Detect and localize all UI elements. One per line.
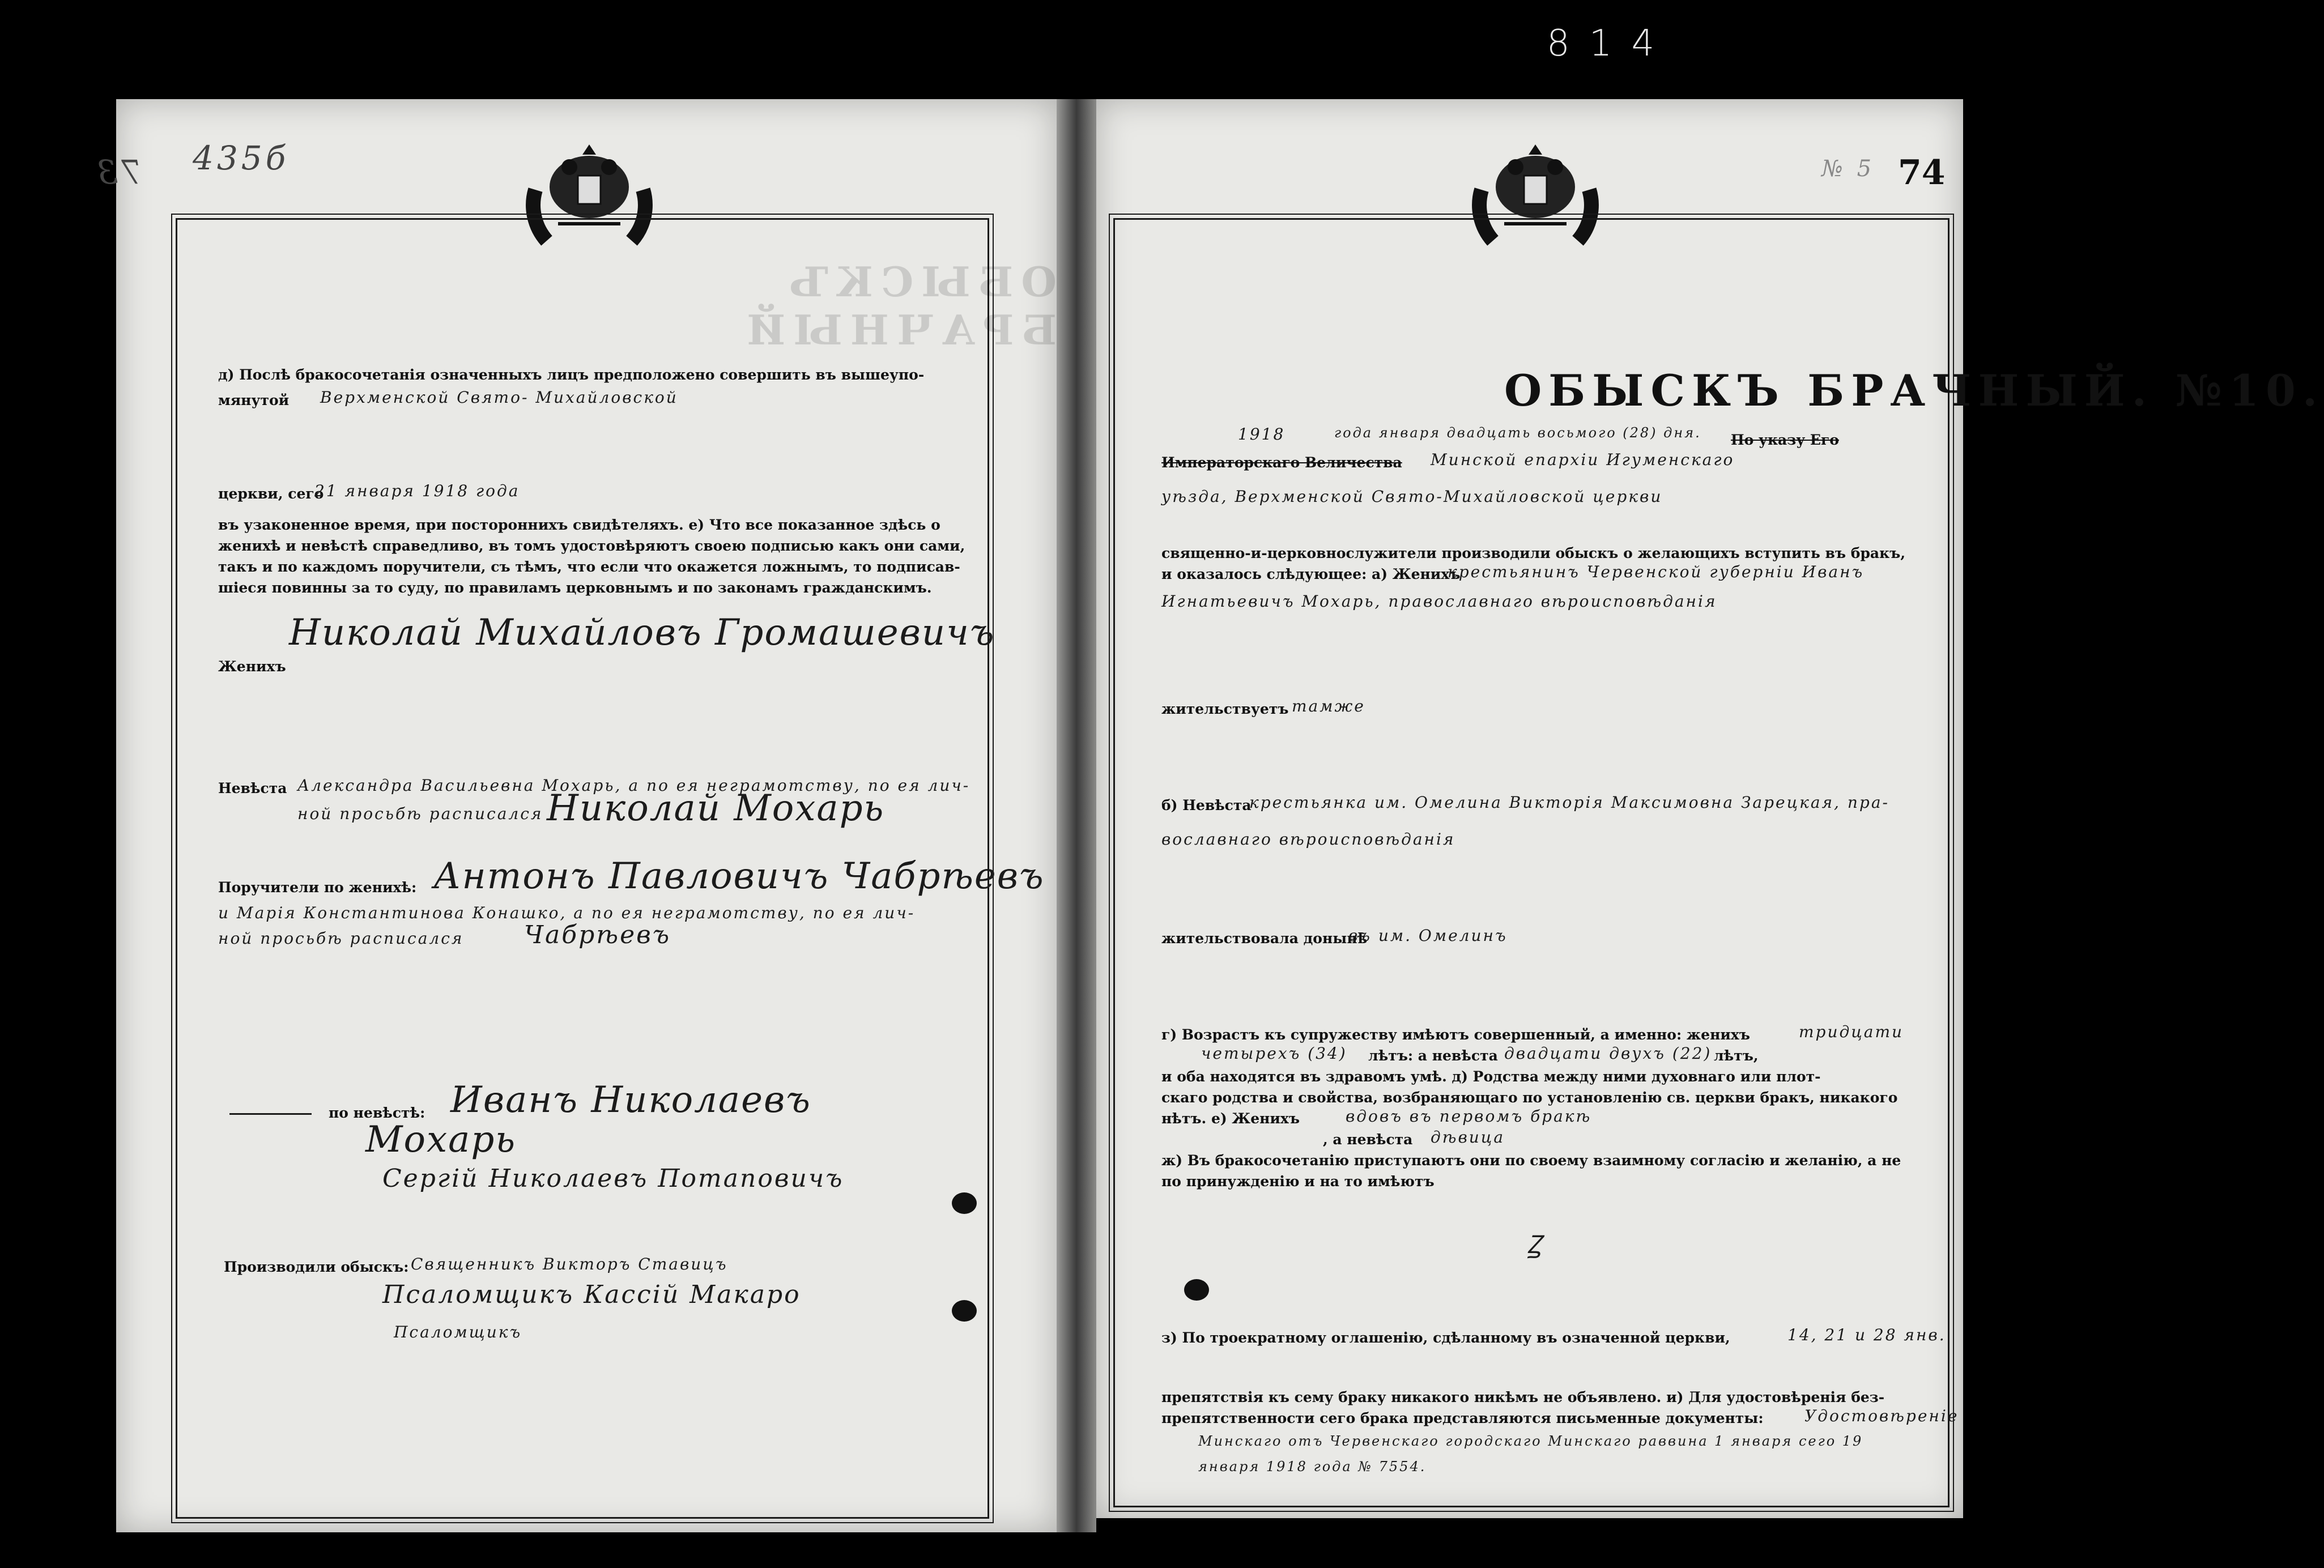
banns-dates-handwritten: 14, 21 и 28 янв. (1787, 1326, 1946, 1344)
health-line: и оба находятся въ здравомъ умѣ. д) Родства между ними духовнаго или плот- (1161, 1068, 1821, 1085)
groom-residence-handwritten: тамже (1292, 697, 1365, 715)
church-handwritten: уѣзда, Верхменской Свято-Михайловской церкви (1161, 487, 1663, 506)
bride-guarantor-signature: Иванъ Николаевъ (450, 1079, 811, 1121)
age-line2-end: лѣтъ, (1714, 1047, 1759, 1064)
groom-guarantor2-signature: Чабрѣевъ (524, 921, 671, 949)
documents-handwritten3: января 1918 года № 7554. (1198, 1459, 1427, 1475)
bride-proxy-note: Александра Васильевна Мохарь, а по ея неграмотству, по ея лич- (297, 776, 971, 795)
pencil-mark: № 5 (1821, 156, 1875, 182)
bride-status-handwritten: дѣвица (1431, 1128, 1505, 1147)
mirrored-page-number: 73 (93, 153, 142, 191)
bride-residence-handwritten: въ им. Омелинъ (1348, 926, 1508, 945)
year-handwritten: 1918 (1238, 425, 1286, 444)
left-page (93, 99, 1057, 1532)
pencil-archive-number: 435б (193, 139, 290, 177)
psalmist-signature: Псаломщикъ Кассій Макаро (382, 1280, 801, 1309)
banns-line2: препятствія къ сему браку никакого никѣмъ не объявлено. и) Для удостовѣренія без- (1161, 1389, 1885, 1405)
document-title: ОБЫСКЪ БРАЧНЫЙ. №10. (1504, 365, 2324, 416)
struck-text: Императорскаго Величества (1161, 454, 1402, 471)
clause-e-line2: женихѣ и невѣстѣ справедливо, въ томъ удостовѣряютъ своею подписью какъ они сами, (218, 538, 965, 554)
psalmist2-signature: Псаломщикъ (394, 1323, 522, 1341)
bride-guarantors-label: по невѣстѣ: (329, 1105, 425, 1121)
scan-number: 814 (1547, 23, 1674, 65)
groom-origin-handwritten: крестьянинъ Червенской губерніи Иванъ (1448, 563, 1865, 581)
diocese-handwritten: Минской епархіи Игуменскаго (1431, 450, 1735, 469)
groom-age2-handwritten: четырехъ (34) (1201, 1044, 1347, 1063)
clause-e-line3: такъ и по каждомъ поручители, съ тѣмъ, что если что окажется ложнымъ, то подписав- (218, 559, 960, 575)
kinship-line: скаго родства и свойства, возбраняющаго по установленію св. церкви бракъ, никакого (1161, 1089, 1898, 1106)
bride-proxy-note2: ной просьбѣ расписался (297, 804, 543, 823)
consent-line2: по принужденію и на то имѣютъ (1161, 1173, 1435, 1190)
groom-intro-print: и оказалось слѣдующее: а) Женихъ (1161, 566, 1461, 582)
bride-guarantor-signature-surname: Мохарь (365, 1119, 517, 1161)
search-intro-line: священно-и-церковнослужители производили обыскъ о желающихъ вступить въ бракъ, (1161, 545, 1906, 561)
bride-faith-handwritten: вославнаго вѣроисповѣданія (1161, 830, 1455, 849)
groom-residence-print: жительствуетъ (1161, 701, 1289, 717)
ink-blot (952, 1300, 977, 1322)
bride-residence-print: жительствовала донынѣ (1161, 930, 1368, 947)
documents-print: препятственности сего брака представляются письменные документы: (1161, 1410, 1764, 1426)
bride-name-handwritten: крестьянка им. Омелина Викторія Максимовна Зарецкая, пра- (1249, 793, 1889, 812)
groom-signature: Николай Михайловъ Громашевичъ (289, 612, 995, 654)
church-name-handwritten: Верхменской Свято- Михайловской (320, 388, 678, 407)
clause-e-line1: въ узаконенное время, при постороннихъ свидѣтеляхъ. е) Что все показанное здѣсь о (218, 517, 940, 533)
groom-guarantor2-note: и Марія Константинова Конашко, а по ея неграмотству, по ея лич- (218, 904, 916, 922)
clause-d-line3: церкви, сего (218, 485, 324, 502)
clause-d-line1: д) Послѣ бракосочетанія означенныхъ лицъ предположено совершить въ вышеупо- (218, 367, 925, 383)
right-page (1096, 99, 2324, 1518)
mark-z: Ꙁ (1527, 1230, 1543, 1259)
documents-handwritten: Удостовѣреніе (1804, 1407, 1959, 1425)
age-line1-print: г) Возрастъ къ супружеству имѣютъ совершенный, а именно: женихъ (1161, 1026, 1750, 1043)
page-number: 74 (1898, 153, 1946, 193)
groom-status-handwritten: вдовъ въ первомъ бракѣ (1346, 1107, 1592, 1126)
banns-line1-print: з) По троекратному оглашенію, сдѣланному въ означенной церкви, (1161, 1330, 1730, 1346)
ink-blot (952, 1192, 977, 1214)
consent-line1: ж) Въ бракосочетанію приступаютъ они по своему взаимному согласію и желанію, а не (1161, 1152, 1901, 1169)
groom-name-handwritten: Игнатьевичъ Мохарь, православнаго вѣроисповѣданія (1161, 592, 1717, 611)
clause-d-line2: мянутой (218, 392, 290, 408)
age-line2-print: лѣтъ: а невѣста (1368, 1047, 1498, 1064)
groom-age-handwritten: тридцати (1799, 1022, 1904, 1041)
struck-text: По указу Его (1731, 432, 1839, 448)
groom-guarantor-signature: Антонъ Павловичъ Чабрѣевъ (433, 855, 1045, 897)
clergy-label: Производили обыскъ: (224, 1259, 409, 1275)
bleed-through-title: ОБЫСКЪ БРАЧНЫЙ (739, 258, 1057, 354)
date-line: года января двадцать восьмого (28) дня. (1334, 425, 1701, 441)
groom-status-print: нѣтъ. е) Женихъ (1161, 1110, 1300, 1127)
blank-line (229, 1113, 312, 1115)
priest-signature: Священникъ Викторъ Ставицъ (411, 1255, 728, 1273)
bride-intro-print: б) Невѣста (1161, 797, 1252, 813)
wedding-date-handwritten: 21 января 1918 года (314, 482, 520, 500)
documents-handwritten2: Минскаго отъ Червенскаго городскаго Минскаго раввина 1 января сего 19 (1198, 1433, 1863, 1449)
bride-age-handwritten: двадцати двухъ (22) (1504, 1044, 1712, 1063)
clause-e-line4: шіеся повинны за то суду, по правиламъ церковнымъ и по законамъ гражданскимъ. (218, 580, 932, 596)
bride-status-print: , а невѣста (1323, 1131, 1413, 1148)
bride-guarantor2-signature: Сергій Николаевъ Потаповичъ (382, 1164, 844, 1193)
bride-label: Невѣста (218, 780, 287, 796)
groom-guarantors-label: Поручители по женихѣ: (218, 879, 417, 896)
ink-blot (1184, 1279, 1209, 1301)
groom-guarantor2-note2: ной просьбѣ расписался (218, 929, 464, 948)
groom-label: Женихъ (218, 658, 286, 675)
bride-proxy-signature: Николай Мохарь (547, 787, 885, 829)
book-gutter (1057, 99, 1096, 1532)
